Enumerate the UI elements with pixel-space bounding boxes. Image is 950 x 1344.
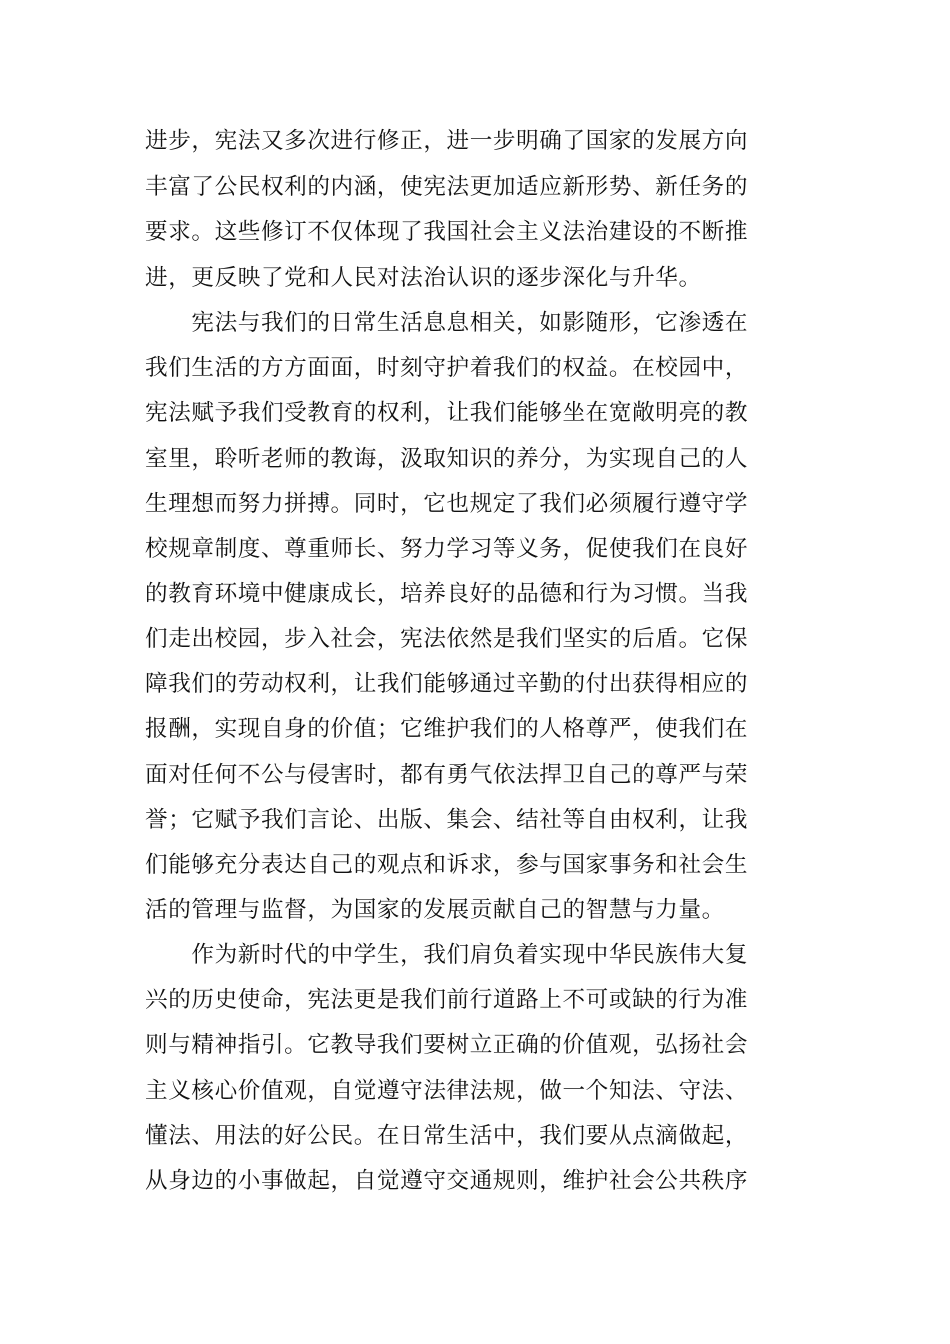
text-line: 们走出校园，步入社会，宪法依然是我们坚实的后盾。它保 [145, 626, 749, 652]
text-line: 活的管理与监督，为国家的发展贡献自己的智慧与力量。 [145, 897, 725, 923]
text-line: 丰富了公民权利的内涵，使宪法更加适应新形势、新任务的 [145, 174, 749, 200]
text-line: 主义核心价值观，自觉遵守法律法规，做一个知法、守法、 [145, 1078, 749, 1104]
text-line: 誉；它赋予我们言论、出版、集会、结社等自由权利，让我 [145, 807, 749, 833]
text-line: 我们生活的方方面面，时刻守护着我们的权益。在校园中， [145, 355, 749, 381]
text-line: 校规章制度、尊重师长、努力学习等义务，促使我们在良好 [145, 536, 749, 562]
text-line: 进，更反映了党和人民对法治认识的逐步深化与升华。 [145, 265, 702, 291]
text-line: 的教育环境中健康成长，培养良好的品德和行为习惯。当我 [145, 581, 749, 607]
text-line: 作为新时代的中学生，我们肩负着实现中华民族伟大复 [145, 942, 749, 968]
text-line: 面对任何不公与侵害时，都有勇气依法捍卫自己的尊严与荣 [145, 762, 749, 788]
text-line: 进步，宪法又多次进行修正，进一步明确了国家的发展方向 [145, 128, 749, 154]
text-line: 宪法与我们的日常生活息息相关，如影随形，它渗透在 [145, 310, 749, 336]
text-line: 障我们的劳动权利，让我们能够通过辛勤的付出获得相应的 [145, 671, 749, 697]
text-line: 要求。这些修订不仅体现了我国社会主义法治建设的不断推 [145, 219, 749, 245]
text-line: 们能够充分表达自己的观点和诉求，参与国家事务和社会生 [145, 852, 749, 878]
text-line: 懂法、用法的好公民。在日常生活中，我们要从点滴做起， [145, 1123, 749, 1149]
text-line: 报酬，实现自身的价值；它维护我们的人格尊严，使我们在 [145, 716, 749, 742]
text-line: 则与精神指引。它教导我们要树立正确的价值观，弘扬社会 [145, 1032, 749, 1058]
text-line: 室里，聆听老师的教诲，汲取知识的养分，为实现自己的人 [145, 446, 749, 472]
text-line: 从身边的小事做起，自觉遵守交通规则，维护社会公共秩序 [145, 1168, 749, 1194]
text-line: 兴的历史使命，宪法更是我们前行道路上不可或缺的行为准 [145, 987, 749, 1013]
text-line: 生理想而努力拼搏。同时，它也规定了我们必须履行遵守学 [145, 491, 749, 517]
text-line: 宪法赋予我们受教育的权利，让我们能够坐在宽敞明亮的教 [145, 400, 749, 426]
